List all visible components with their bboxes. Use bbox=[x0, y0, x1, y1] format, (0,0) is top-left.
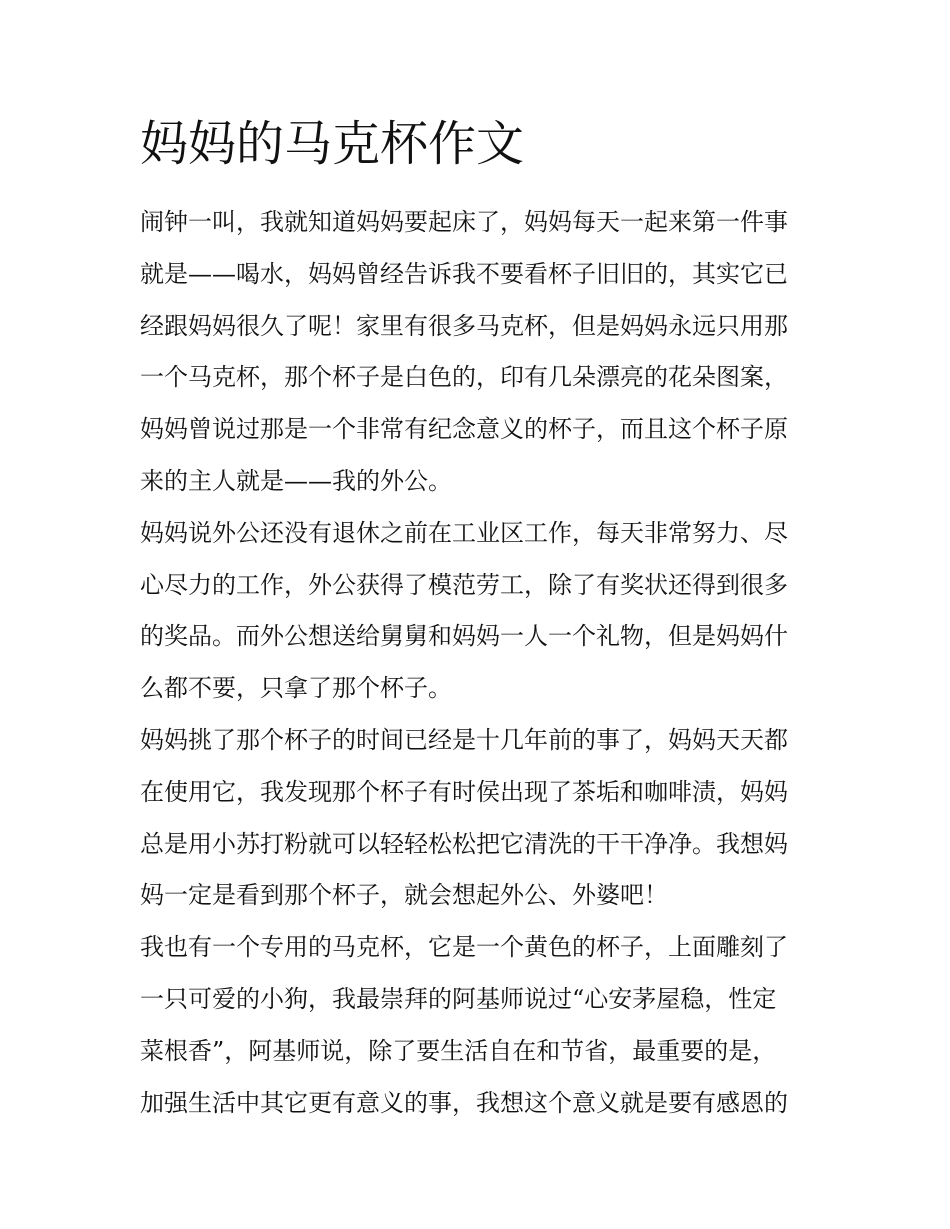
text-line: 菜根香”，阿基师说，除了要生活自在和节省，最重要的是， bbox=[140, 1036, 777, 1065]
text-line: 就是——喝水，妈妈曾经告诉我不要看杯子旧旧的，其实它已 bbox=[140, 259, 788, 288]
text-line: 我也有一个专用的马克杯，它是一个黄色的杯子，上面雕刻了 bbox=[140, 933, 788, 962]
text-line: 妈妈说外公还没有退休之前在工业区工作，每天非常努力、尽 bbox=[140, 518, 788, 547]
text-line: 一个马克杯，那个杯子是白色的，印有几朵漂亮的花朵图案， bbox=[140, 363, 788, 392]
text-line: 一只可爱的小狗，我最崇拜的阿基师说过“心安茅屋稳，性定 bbox=[140, 984, 777, 1013]
text-line: 么都不要，只拿了那个杯子。 bbox=[140, 674, 452, 703]
text-line: 妈一定是看到那个杯子，就会想起外公、外婆吧！ bbox=[140, 881, 668, 910]
text-line: 总是用小苏打粉就可以轻轻松松把它清洗的干干净净。我想妈 bbox=[140, 829, 788, 858]
text-line: 闹钟一叫，我就知道妈妈要起床了，妈妈每天一起来第一件事 bbox=[140, 208, 788, 236]
essay-body bbox=[140, 197, 820, 1129]
document-title: 妈妈的马克杯作文 bbox=[140, 116, 525, 172]
text-line: 妈妈挑了那个杯子的时间已经是十几年前的事了，妈妈天天都 bbox=[140, 725, 788, 754]
text-line: 妈妈曾说过那是一个非常有纪念意义的杯子，而且这个杯子原 bbox=[140, 415, 788, 444]
text-line: 经跟妈妈很久了呢！家里有很多马克杯，但是妈妈永远只用那 bbox=[140, 311, 788, 340]
text-line: 在使用它，我发现那个杯子有时侯出现了茶垢和咖啡渍，妈妈 bbox=[140, 777, 788, 806]
text-line: 的奖品。而外公想送给舅舅和妈妈一人一个礼物，但是妈妈什 bbox=[140, 622, 788, 651]
text-line: 心尽力的工作，外公获得了模范劳工，除了有奖状还得到很多 bbox=[140, 570, 788, 599]
text-line: 来的主人就是——我的外公。 bbox=[140, 466, 452, 495]
text-line: 加强生活中其它更有意义的事，我想这个意义就是要有感恩的 bbox=[140, 1088, 788, 1117]
